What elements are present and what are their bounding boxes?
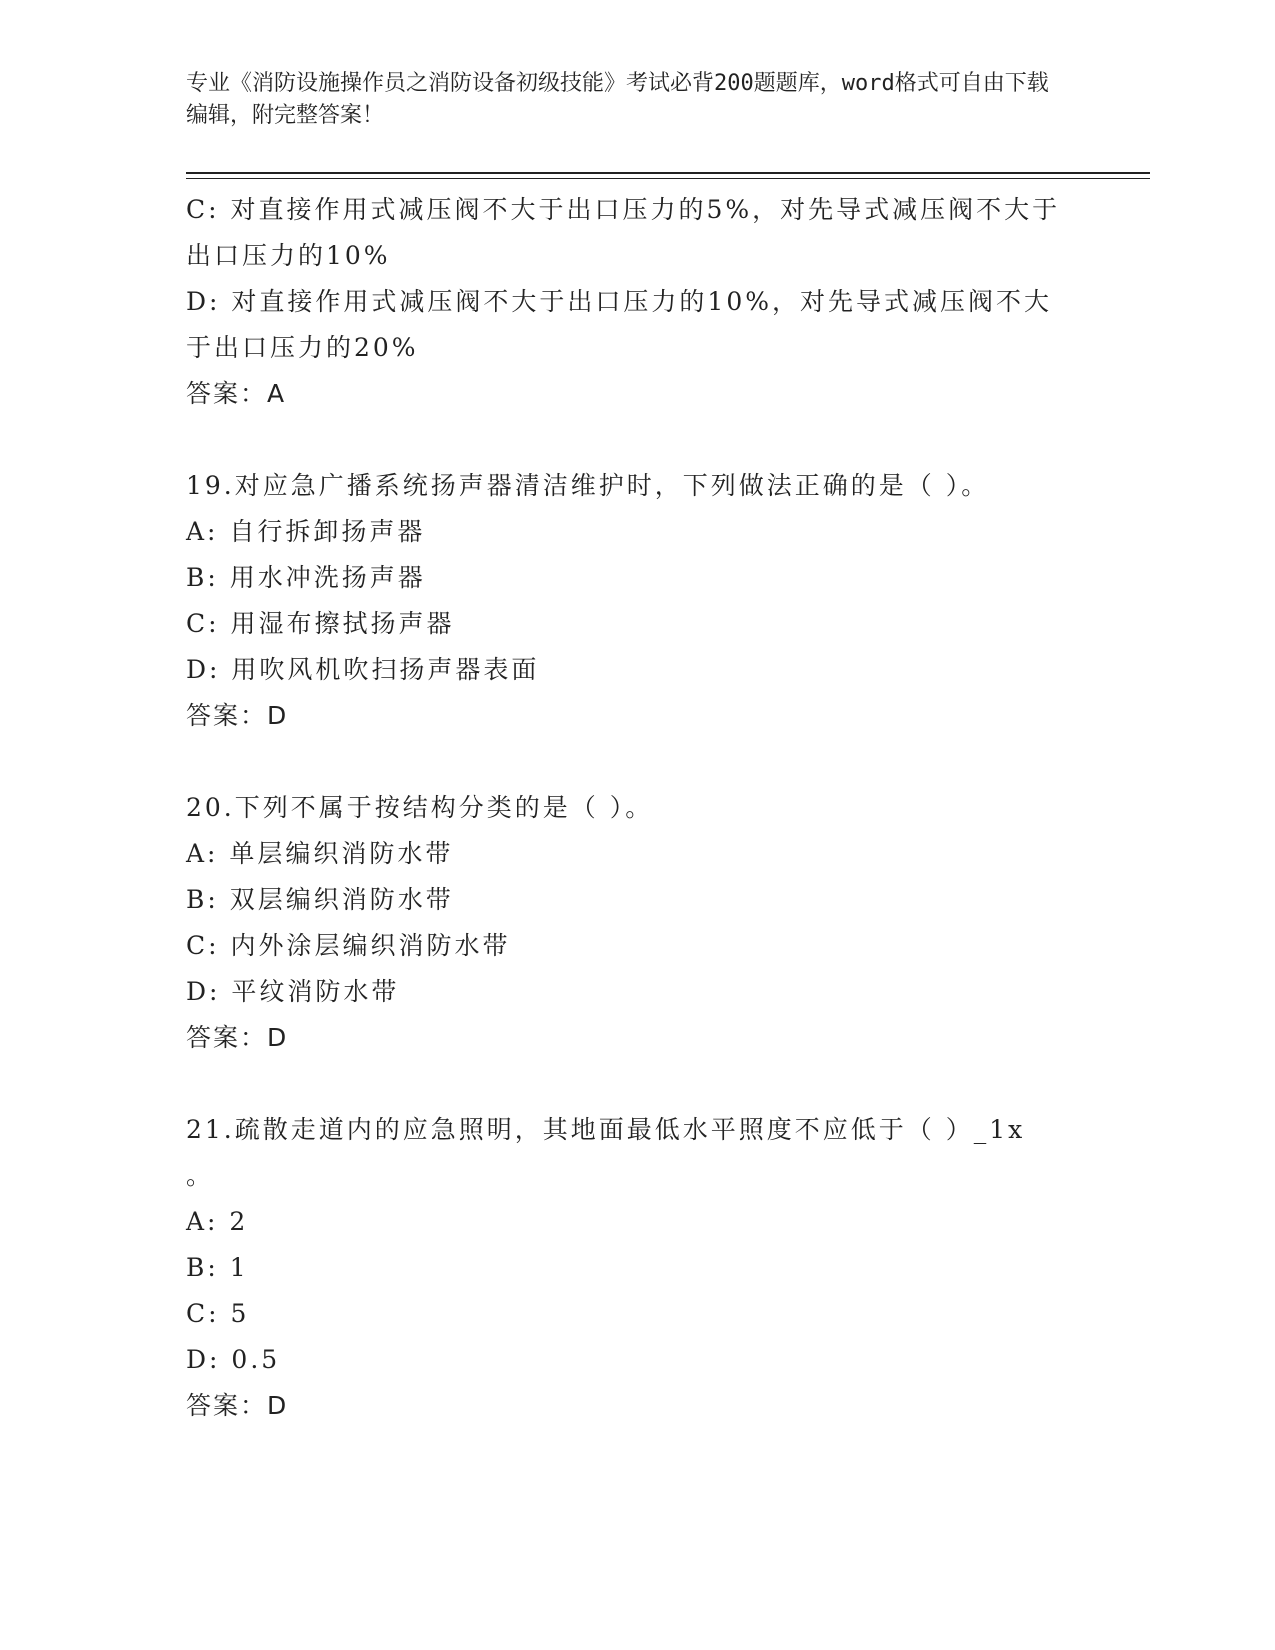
- question-21-option-a: A: 2: [186, 1207, 249, 1236]
- question-20-option-a: A: 单层编织消防水带: [186, 839, 454, 868]
- document-page: [186, 68, 1150, 1429]
- question-21-stem-line1: 21.疏散走道内的应急照明，其地面最低水平照度不应低于（ ）_1x: [186, 1115, 1026, 1144]
- answer-20: 答案：D: [186, 1023, 289, 1052]
- spacer: [186, 1061, 1150, 1107]
- question-20-stem: 20.下列不属于按结构分类的是（ ）。: [186, 793, 654, 822]
- option-d-line1: D: 对直接作用式减压阀不大于出口压力的10%，对先导式减压阀不大: [186, 287, 1052, 316]
- option-c-line1: C: 对直接作用式减压阀不大于出口压力的5%，对先导式减压阀不大于: [186, 195, 1061, 224]
- question-20-option-d: D: 平纹消防水带: [186, 977, 400, 1006]
- spacer: [186, 417, 1150, 463]
- question-20-option-c: C: 内外涂层编织消防水带: [186, 931, 511, 960]
- question-content: [186, 187, 1150, 1429]
- question-21-option-c: C: 5: [186, 1299, 250, 1328]
- answer-19: 答案：D: [186, 701, 289, 730]
- question-20-option-b: B: 双层编织消防水带: [186, 885, 454, 914]
- header-divider: [186, 172, 1150, 179]
- answer-18: 答案：A: [186, 379, 287, 408]
- question-19-stem: 19.对应急广播系统扬声器清洁维护时，下列做法正确的是（ ）。: [186, 471, 990, 500]
- option-c-line2: 出口压力的10%: [186, 241, 391, 270]
- document-header: 专业《消防设施操作员之消防设备初级技能》考试必背200题题库，word格式可自由下载编辑，附完整答案！: [186, 71, 1049, 128]
- answer-21: 答案：D: [186, 1391, 289, 1420]
- spacer: [186, 739, 1150, 785]
- question-21-option-d: D: 0.5: [186, 1345, 281, 1374]
- question-19-option-a: A: 自行拆卸扬声器: [186, 517, 426, 546]
- question-19-option-b: B: 用水冲洗扬声器: [186, 563, 426, 592]
- question-21-option-b: B: 1: [186, 1253, 249, 1282]
- question-19-option-c: C: 用湿布擦拭扬声器: [186, 609, 455, 638]
- question-19-option-d: D: 用吹风机吹扫扬声器表面: [186, 655, 540, 684]
- option-d-line2: 于出口压力的20%: [186, 333, 419, 362]
- question-21-stem-line2: 。: [186, 1161, 215, 1190]
